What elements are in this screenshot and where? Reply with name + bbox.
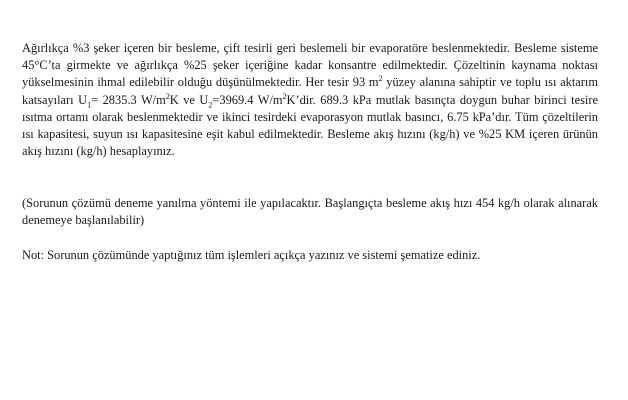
problem-text-part-4: K ve U bbox=[169, 92, 209, 107]
solution-hint-text: (Sorunun çözümü deneme yanılma yöntemi ile yapılacaktır. Başlangıçta besleme akış hızı 454 kg/h olarak alınarak denemeye başlanılabilir) bbox=[22, 196, 598, 228]
u1-subscript: 1 bbox=[87, 100, 92, 110]
problem-statement-text bbox=[22, 40, 598, 160]
problem-text-part-1: Ağırlıkça %3 şeker içeren bir besleme, çift tesirli geri beslemeli bir evaporatöre beslenmektedir. Besleme sisteme 45°C’ta girmekte ve ağırlıkça %25 şeker içeriğine kadar konsantre edilmektedir. Çözeltinin kaynama noktası yükselmesinin ihmal edilebilir olduğu düşünülmektedir. Her tesir 93 m bbox=[22, 41, 598, 90]
problem-text-part-6: K’dir. 689.3 kPa mutlak basınçta doygun buhar birinci tesire ısıtma ortamı olarak beslenmektedir ve ikinci tesirdeki evaporasyon mutlak basıncı, 6.75 kPa’dır. Tüm çözeltilerin ısı kapasitesi, suyun ısı kapasitesine eşit kabul edilmektedir. Besleme akış hızını (kg/h) ve %25 KM içeren ürünün akış hızını (kg/h) hesaplayınız. bbox=[22, 92, 598, 159]
problem-text-part-5: =3969.4 W/m bbox=[212, 92, 283, 107]
u2-unit-exponent: 2 bbox=[282, 91, 287, 101]
solution-hint-paragraph bbox=[22, 195, 598, 229]
problem-statement-paragraph bbox=[22, 40, 598, 160]
problem-text-part-2: yüzey alanına sahiptir ve toplu ısı aktarım katsayıları U bbox=[22, 75, 598, 107]
area-unit-exponent: 2 bbox=[378, 74, 383, 84]
u1-unit-exponent: 2 bbox=[165, 91, 170, 101]
note-text: Not: Sorunun çözümünde yaptığınız tüm işlemleri açıkça yazınız ve sistemi şematize ediniz. bbox=[22, 248, 481, 262]
problem-text-part-3: = 2835.3 W/m bbox=[91, 92, 166, 107]
u2-subscript: 2 bbox=[208, 100, 213, 110]
note-paragraph bbox=[22, 247, 598, 264]
